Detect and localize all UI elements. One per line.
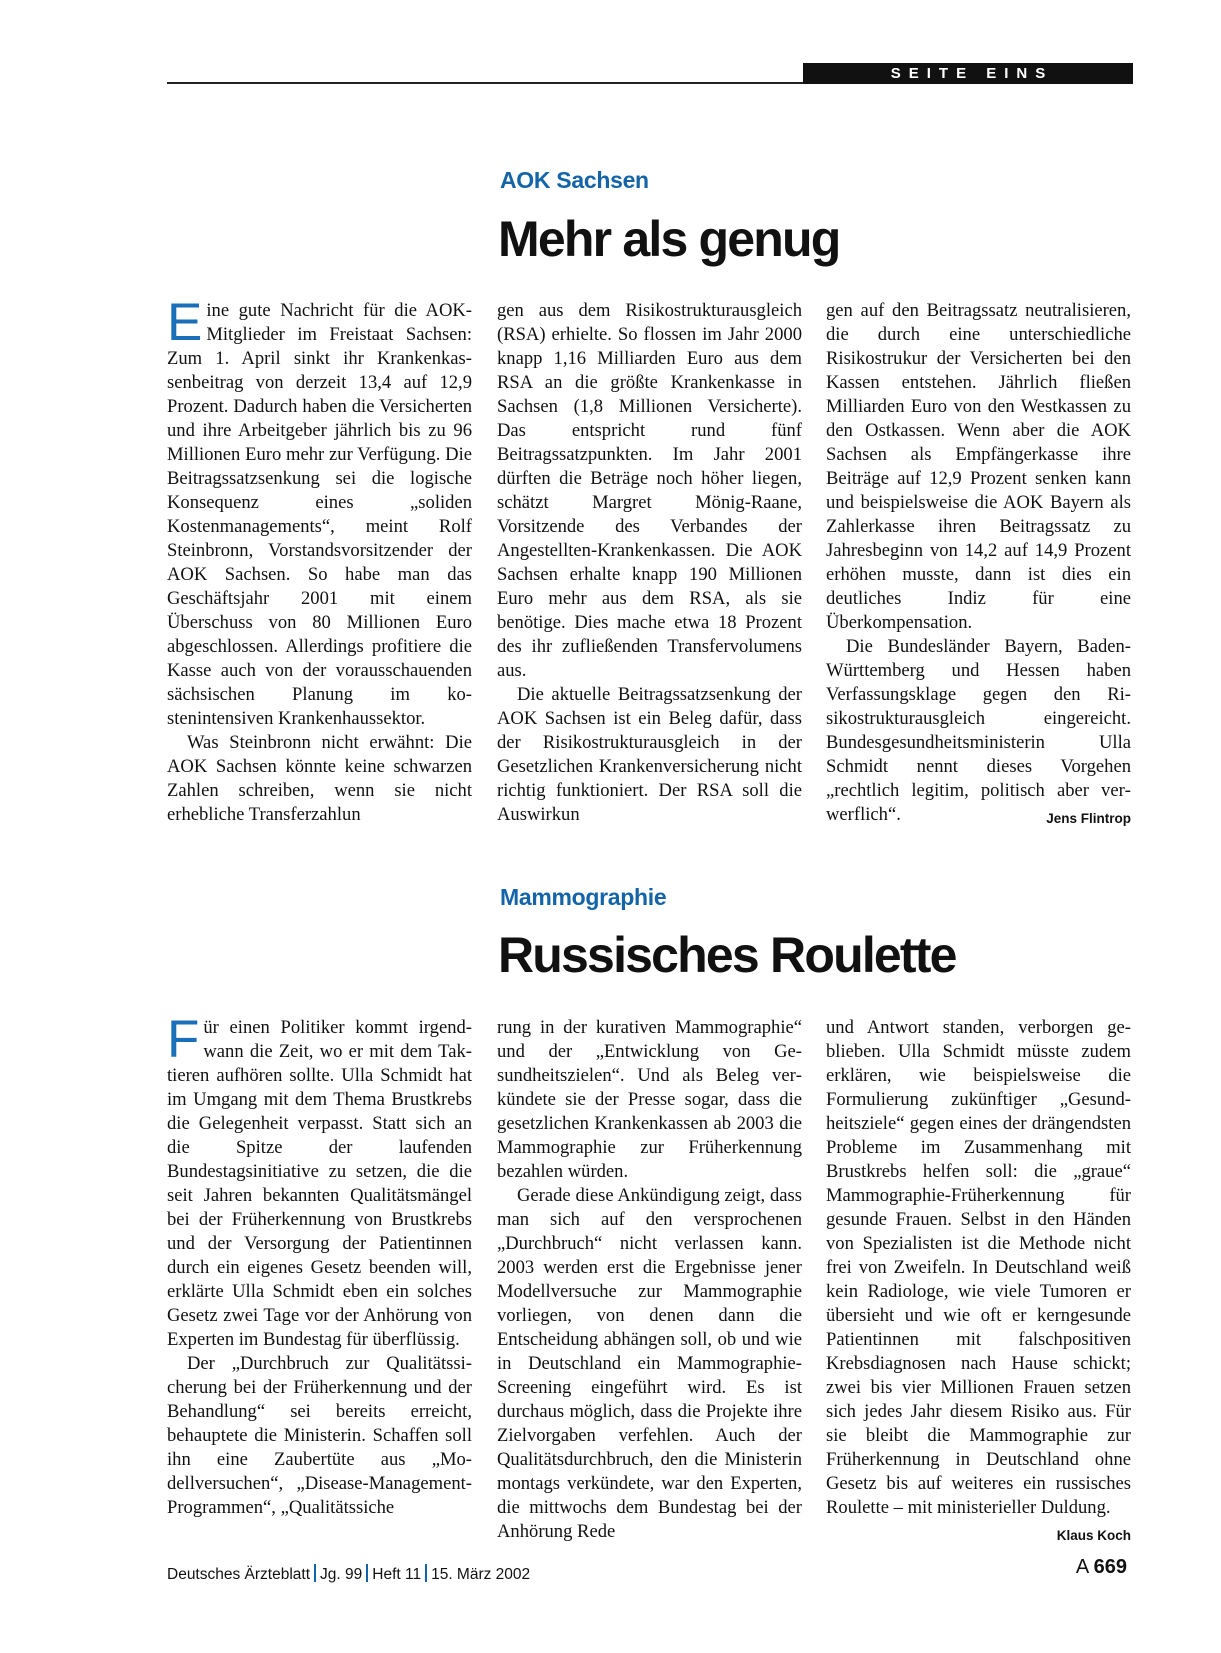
page-number-value: 669 [1093,1556,1127,1578]
article2-headline: Russisches Roulette [498,927,956,983]
article2-paragraph [826,1016,1131,1543]
author-byline: Klaus Koch [1056,1528,1131,1543]
article1-column-3 [826,299,1131,831]
journal-issue: Heft 11 [372,1566,422,1583]
article1-paragraph: Die aktuelle Beitragssatzsenkung der AOK Sachsen ist ein Beleg dafür, dass der Risikostrukturausgleich in der Gesetzlichen Krankenversicherung nicht richtig funktioniert. Der RSA soll die Auswirkun [497,684,802,825]
article2-column-2 [497,1016,802,1544]
article1-column-1 [167,293,472,827]
article1-column-2 [497,299,802,827]
article1-paragraph: gen auf den Beitragssatz neutralisieren, die durch eine unterschiedliche Risikostrukur der Versicherten bei den Kassen entstehen. Jährlich fließen Milliarden Euro von den Westkassen zu den Ostkassen. Wenn aber die AOK Sachsen als Empfängerkasse ihre Beiträge auf 12,9 Prozent senken kann und beispielsweise die AOK Bayern als Zahlerkasse ihren Beitragssatz zu Jahresbeginn von 14,2 auf 14,9 Prozent erhöhen musste, dann ist dies ein deutliches Indiz für eine Überkompensation. [826,300,1131,633]
page-footer [167,1556,1127,1586]
article2-paragraph: Der „Durchbruch zur Qualitätssicherung bei der Früherkennung und der Behandlung“ sei bereits erreicht, behauptete die Ministerin. Schaffen soll ihn eine Zaubertüte aus „Modellversuchen“, „Disease-Management-Programmen“, „Qualitätssiche [167,1353,472,1518]
footer-divider [425,1564,427,1582]
journal-volume: Jg. 99 [320,1566,363,1583]
footer-divider [366,1564,368,1582]
article2-paragraph: rung in der kurativen Mammographie“ und der „Entwicklung von Gesundheitszielen“. Und als Beleg verkündete sie der Presse sogar, dass die gesetzlichen Krankenkassen ab 2003 die Mammographie zur Früherkennung bezahlen würden. [497,1017,802,1182]
article1-text: Die Bundesländer Bayern, Baden-Württemberg und Hessen haben Verfassungsklage gegen den Risikostrukturausgleich eingereicht. Bundesgesundheitsministerin Ulla Schmidt nennt dieses Vorgehen „rechtlich legitim, politisch aber verwerflich“. [826,636,1131,825]
journal-date: 15. März 2002 [431,1566,531,1583]
article1-paragraph [826,635,1131,827]
article2-text: ür einen Politiker kommt irgendwann die Zeit, wo er mit dem Taktieren aufhören sollte. Ulla Schmidt hat im Umgang mit dem Thema Brustkrebs die Gelegenheit verpasst. Statt sich an die Spitze der laufenden Bundestagsinitiative zu setzen, die die seit Jahren bekannten Qualitätsmängel bei der Früherkennung von Brustkrebs und der Versorgung der Patientinnen durch ein eigenes Gesetz beenden will, erklärte Ulla Schmidt eben ein solches Gesetz zwei Tage vor der Anhörung von Experten im Bundestag für überflüssig. [167,1017,472,1350]
article1-text: ine gute Nachricht für die AOK-Mitglieder im Freistaat Sachsen: Zum 1. April sinkt ihr Krankenkassenbeitrag von derzeit 13,4 auf 12,9 Prozent. Dadurch haben die Versicherten und ihre Arbeitgeber jährlich bis zu 96 Millionen Euro mehr zur Verfügung. Die Beitragssatzsenkung sei die logische Konsequenz eines „soliden Kostenmanagements“, meint Rolf Steinbronn, Vorstandsvorsitzender der AOK Sachsen. So habe man das Geschäftsjahr 2001 mit einem Überschuss von 80 Millionen Euro abgeschlossen. Allerdings profitiere die Kasse auch von der vorausschauenden sächsischen Planung im kostenintensiven Krankenhaussektor. [167,300,472,729]
article1-headline: Mehr als genug [498,211,840,267]
dropcap: F [167,1010,200,1069]
article2-text: und Antwort standen, verborgen geblieben. Ulla Schmidt müsste zudem erklären, wie beispielsweise die Formulierung zukünftiger „Gesundheitsziele“ gegen eines der drängendsten Probleme im Zusammenhang mit Brustkrebs helfen soll: die „graue“ Mammographie-Früherkennung für gesunde Frauen. Selbst in den Händen von Spezialisten ist die Methode nicht frei von Zweifeln. In Deutschland weiß kein Radiologe, wie viele Tumoren er übersieht und wie oft er kerngesunde Patientinnen mit falschpositiven Krebsdiagnosen nach Hause schickt; zwei bis vier Millionen Frauen setzen sich jedes Jahr diesem Risiko aus. Für sie bleibt die Mammographie zur Früherkennung in Deutschland ohne Gesetz bis auf weiteres ein russisches Roulette – mit ministerieller Duldung. [826,1017,1131,1518]
article2-paragraph: Gerade diese Ankündigung zeigt, dass man sich auf den versprochenen „Durchbruch“ nicht verlassen kann. 2003 werden erst die Ergebnisse jener Modellversuche zur Mammographie vorliegen, von denen dann die Entscheidung abhängen soll, ob und wie in Deutschland ein Mammographie-Screening eingeführt wird. Es ist durchaus möglich, dass die Projekte ihre Zielvorgaben verfehlen. Auch der Qualitätsdurchbruch, den die Ministerin montags verkündete, war den Experten, die mittwochs dem Bundestag bei der Anhörung Rede [497,1185,802,1542]
article2-column-1 [167,1010,472,1520]
section-label: SEITE EINS [803,63,1133,84]
page-number [1076,1556,1127,1579]
footer-divider [314,1564,316,1582]
article2-kicker: Mammographie [500,884,667,910]
article1-paragraph: gen aus dem Risikostrukturausgleich (RSA) erhielte. So flossen im Jahr 2000 knapp 1,16 Milliarden Euro aus dem RSA an die größte Krankenkasse in Sachsen (1,8 Millionen Versicherte). Das entspricht rund fünf Beitragssatzpunkten. Im Jahr 2001 dürften die Beträge noch höher liegen, schätzt Margret Mönig-Raane, Vorsitzende des Verbandes der Angestellten-Krankenkassen. Die AOK Sachsen erhalte knapp 190 Millionen Euro mehr aus dem RSA, als sie benötige. Dies mache etwa 18 Prozent des ihr zufließenden Transfervolumens aus. [497,300,802,681]
article1-paragraph [167,293,472,731]
journal-name: Deutsches Ärzteblatt [167,1566,311,1583]
article2-paragraph [167,1010,472,1352]
page-prefix: A [1075,1556,1089,1578]
author-byline: Jens Flintrop [1046,811,1131,826]
footer-citation [167,1564,530,1584]
article1-kicker: AOK Sachsen [500,167,649,193]
dropcap: E [167,293,203,352]
article2-column-3 [826,1016,1131,1548]
article1-paragraph: Was Steinbronn nicht erwähnt: Die AOK Sachsen könnte keine schwarzen Zahlen schreiben, wenn sie nicht erhebliche Transferzahlun [167,732,472,825]
